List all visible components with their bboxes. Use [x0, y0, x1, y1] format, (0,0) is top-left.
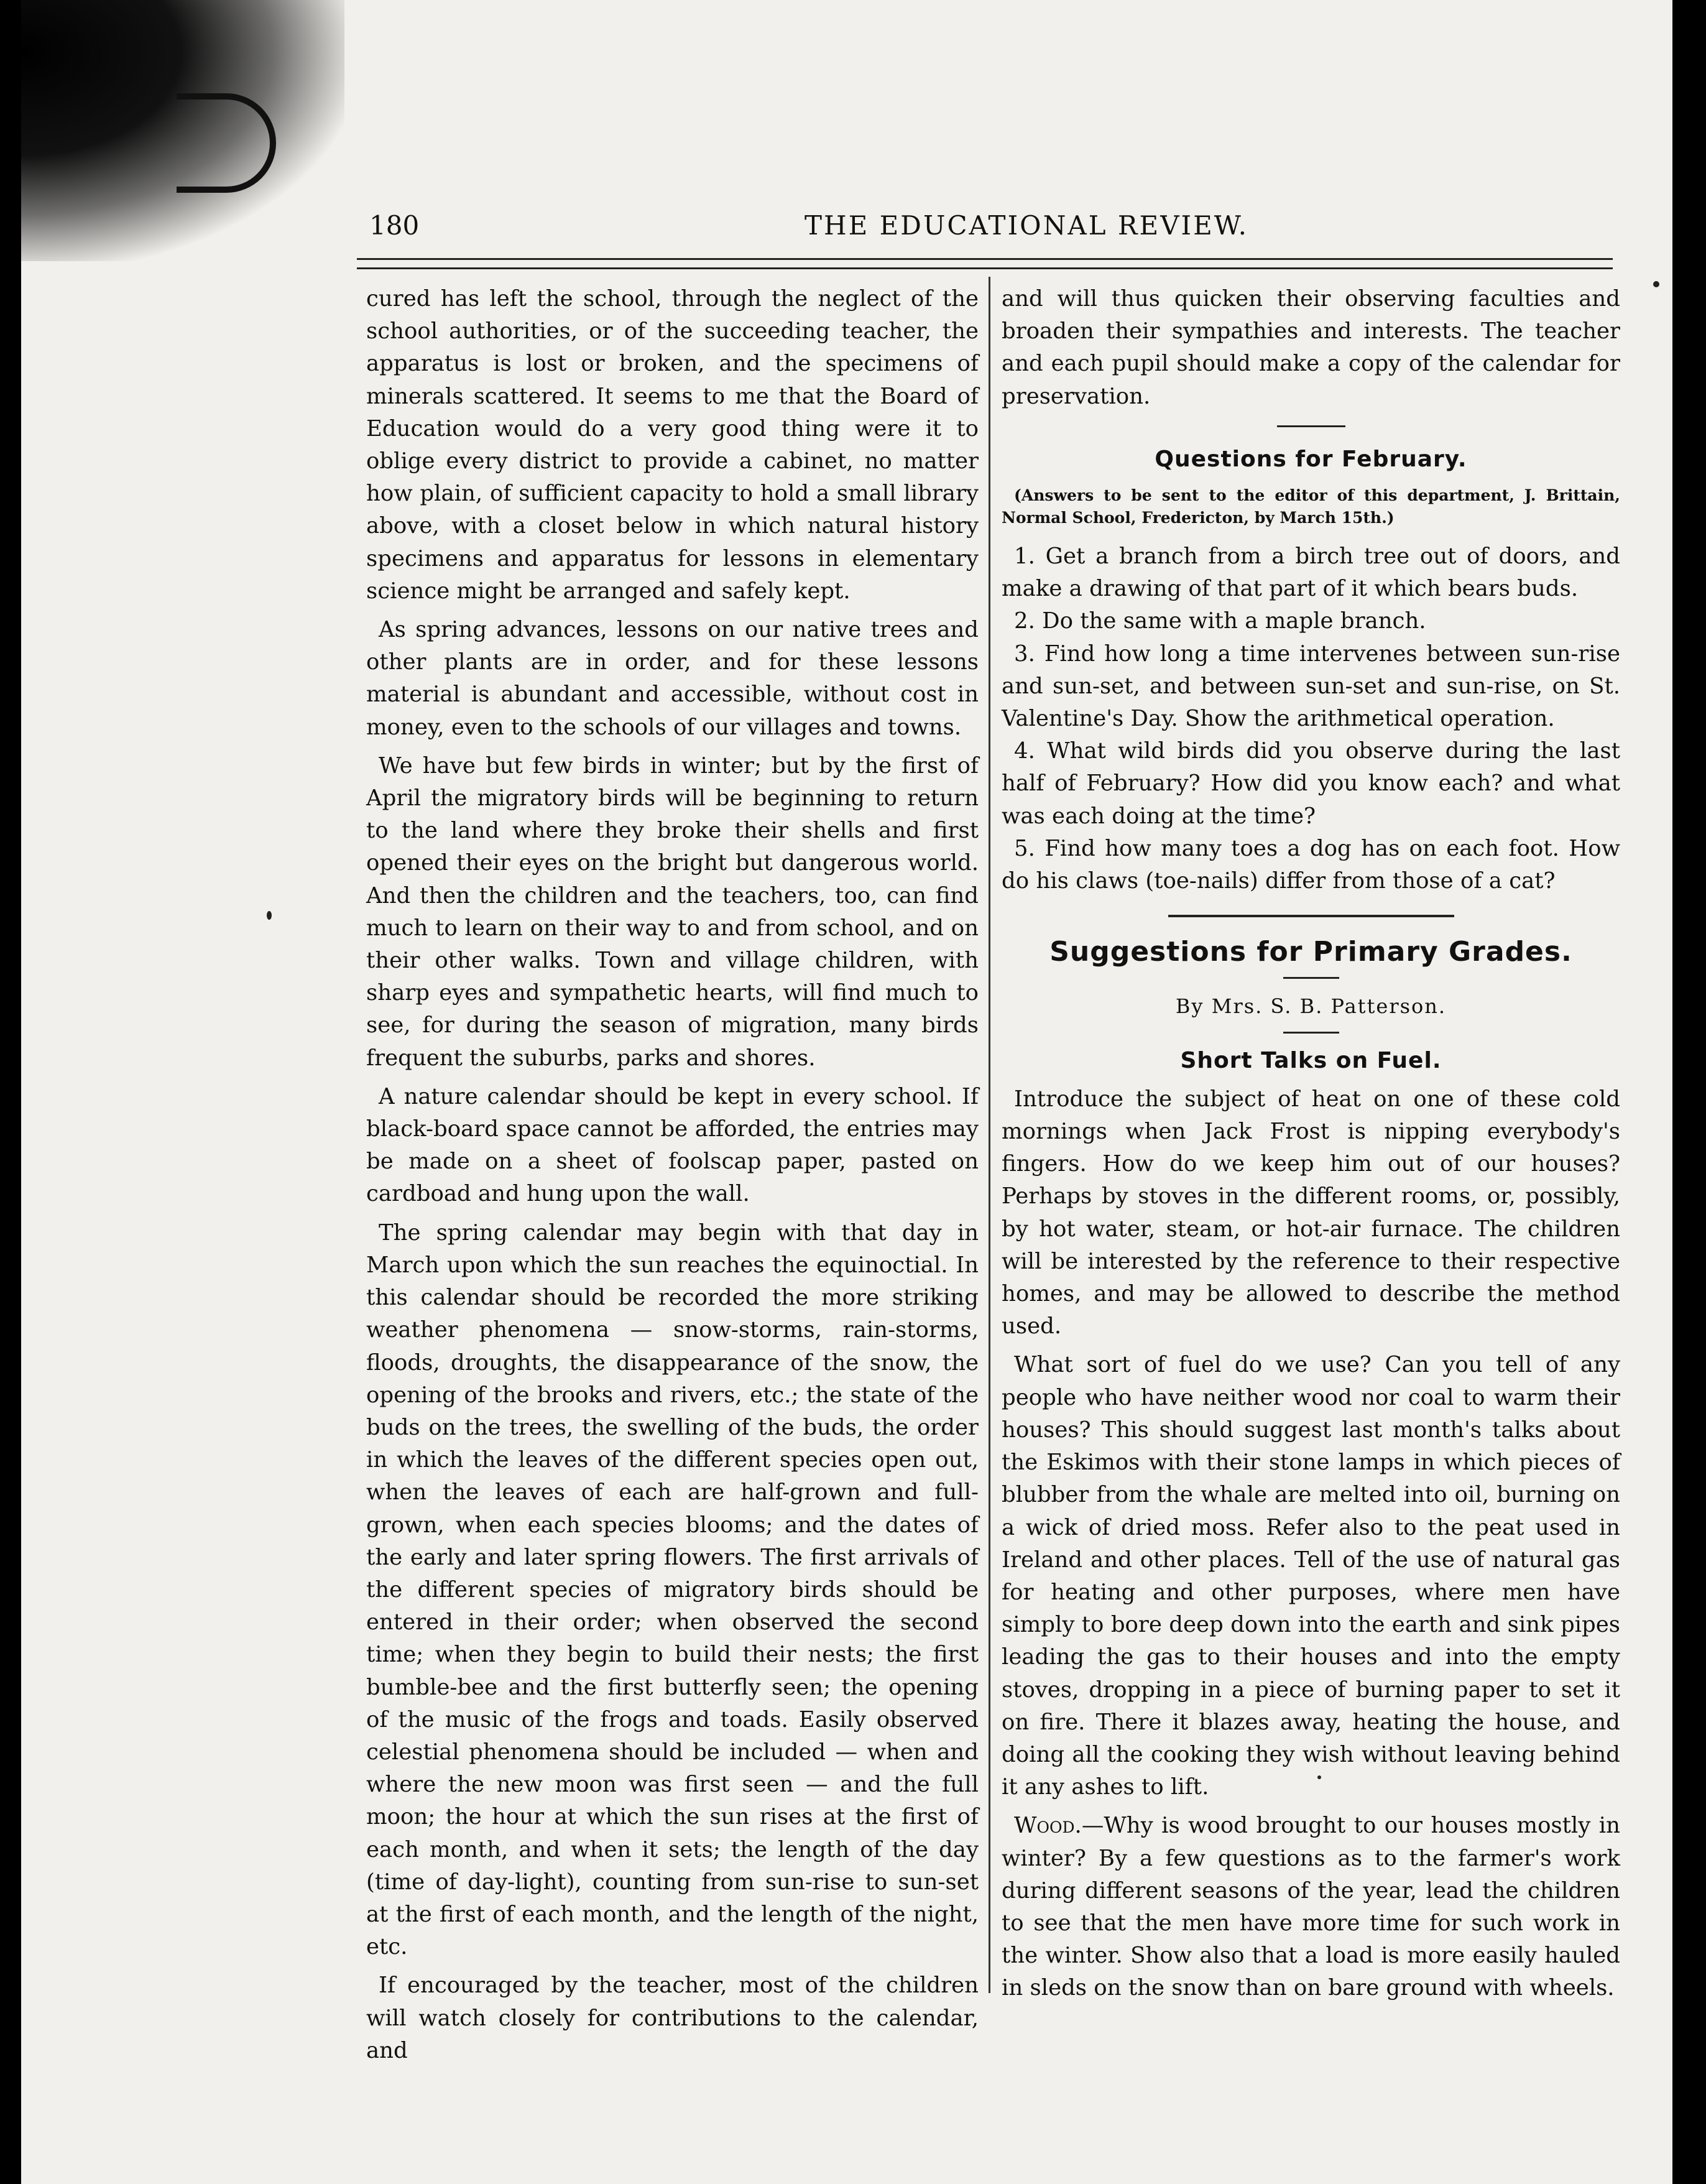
print-speck: [267, 911, 272, 920]
wood-text: —Why is wood brought to our houses mostly in winter? By a few questions as to the farmer's work during different seasons of the year, lead the children to see that the men have more time for such work in the winter. Show also that a load is more easily hauled in sleds on the snow than on bare ground with wheels.: [1002, 1813, 1620, 2001]
paragraph: The spring calendar may begin with that day in March upon which the sun reaches the equinoctial. In this calendar should be recorded the more striking weather phenomena — snow-storms, rain-storms, floods, droughts, the disappearance of the snow, the opening of the brooks and rivers, etc.; the state of the buds on the trees, the swelling of the buds, the order in which the leaves of the different species open out, when the leaves of each are half-grown and full-grown, when each species blooms; and the dates of the early and later spring flowers. The first arrivals of the different species of migratory birds should be entered in their order; when observed the second time; when they begin to build their nests; the first bumble-bee and the first butterfly seen; the opening of the music of the frogs and toads. Easily observed celestial phenomena should be included — when and where the new moon was first seen — and the full moon; the hour at which the sun rises at the first of each month, and when it sets; the length of the day (time of day-light), counting from sun-rise to sun-set at the first of each month, and the length of the night, etc.: [366, 1219, 979, 1960]
byline: By Mrs. S. B. Patterson.: [1175, 994, 1447, 1019]
question-item: 4. What wild birds did you observe during the last half of February? How did you know each? and what was each doing at the time?: [1002, 738, 1620, 829]
section-rule: [1168, 915, 1454, 917]
section-rule: [1277, 425, 1345, 427]
print-speck: [1653, 281, 1659, 287]
heading-rule: [1283, 977, 1339, 979]
section-heading: Suggestions for Primary Grades.: [1049, 936, 1572, 968]
wood-label: Wood.: [1014, 1813, 1082, 1839]
paragraph: A nature calendar should be kept in every school. If black-board space cannot be afforded, the entries may be made on a sheet of foolscap paper, pasted on cardboad and hung upon the wall.: [366, 1083, 979, 1207]
paragraph: As spring advances, lessons on our native trees and other plants are in order, and for these lessons material is abundant and accessible, without cost in money, even to the schools of our villages and towns.: [366, 617, 979, 740]
questions-note: (Answers to be sent to the editor of this department, J. Brittain, Normal School, Fredericton, by March 15th.): [1002, 486, 1620, 527]
header-rule: [357, 258, 1613, 269]
column-divider: [989, 277, 990, 1993]
byline-rule: [1283, 1032, 1339, 1034]
left-column: [366, 283, 979, 2067]
paragraph: If encouraged by the teacher, most of the children will watch closely for contributions to the calendar, and: [366, 1973, 979, 2063]
paragraph: [1002, 1810, 1620, 2004]
paragraph: We have but few birds in winter; but by the first of April the migratory birds will be beginning to return to the land where they broke their shells and first opened their eyes on the bright but dangerous world. And then the children and the teachers, too, can find much to learn on their way to and from school, and on their other walks. Town and village children, with sharp eyes and sympathetic hearts, will find much to see, for during the season of migration, many birds frequent the suburbs, parks and shores.: [366, 752, 979, 1071]
binder-clip-icon: [177, 93, 276, 193]
question-item: 3. Find how long a time intervenes between sun-rise and sun-set, and between sun-set and sun-rise, on St. Valentine's Day. Show the arithmetical operation.: [1002, 641, 1620, 732]
running-head: [369, 210, 1551, 254]
page-number: 180: [369, 210, 420, 241]
subheading: Short Talks on Fuel.: [1180, 1047, 1442, 1073]
paragraph: cured has left the school, through the neglect of the school authorities, or of the succeeding teacher, the apparatus is lost or broken, and the specimens of minerals scattered. It seems to me that the Board of Education would do a very good thing were it to oblige every district to provide a cabinet, no matter how plain, of sufficient capacity to hold a small library above, with a closet below in which natural history specimens and apparatus for lessons in elementary science might be arranged and safely kept.: [366, 286, 979, 604]
page: [21, 0, 1672, 2184]
questions-heading: Questions for February.: [1155, 446, 1467, 472]
paragraph: Introduce the subject of heat on one of these cold mornings when Jack Frost is nipping everybody's fingers. How do we keep him out of our houses? Perhaps by stoves in the different rooms, or, possibly, by hot water, steam, or hot-air furnace. The children will be interested by the reference to their respective homes, and may be allowed to describe the method used.: [1002, 1086, 1620, 1340]
question-item: 5. Find how many toes a dog has on each foot. How do his claws (toe-nails) differ from those of a cat?: [1002, 835, 1620, 894]
journal-title: THE EDUCATIONAL REVIEW.: [805, 210, 1248, 241]
print-speck: [1317, 1775, 1321, 1779]
paragraph: What sort of fuel do we use? Can you tell of any people who have neither wood nor coal to warm their houses? This should suggest last month's talks about the Eskimos with their stone lamps in which pieces of blubber from the whale are melted into oil, burning on a wick of dried moss. Refer also to the peat used in Ireland and other places. Tell of the use of natural gas for heating and other purposes, where men have simply to bore deep down into the earth and sink pipes leading the gas to their houses and into the empty stoves, dropping in a piece of burning paper to set it on fire. There it blazes away, heating the house, and doing all the cooking they wish without leaving behind it any ashes to lift.: [1002, 1352, 1620, 1800]
paragraph: and will thus quicken their observing faculties and broaden their sympathies and interests. The teacher and each pupil should make a copy of the calendar for preservation.: [1002, 286, 1620, 409]
right-column: [1002, 283, 1620, 2005]
question-item: 1. Get a branch from a birch tree out of doors, and make a drawing of that part of it which bears buds.: [1002, 544, 1620, 602]
question-item: 2. Do the same with a maple branch.: [1014, 608, 1426, 634]
